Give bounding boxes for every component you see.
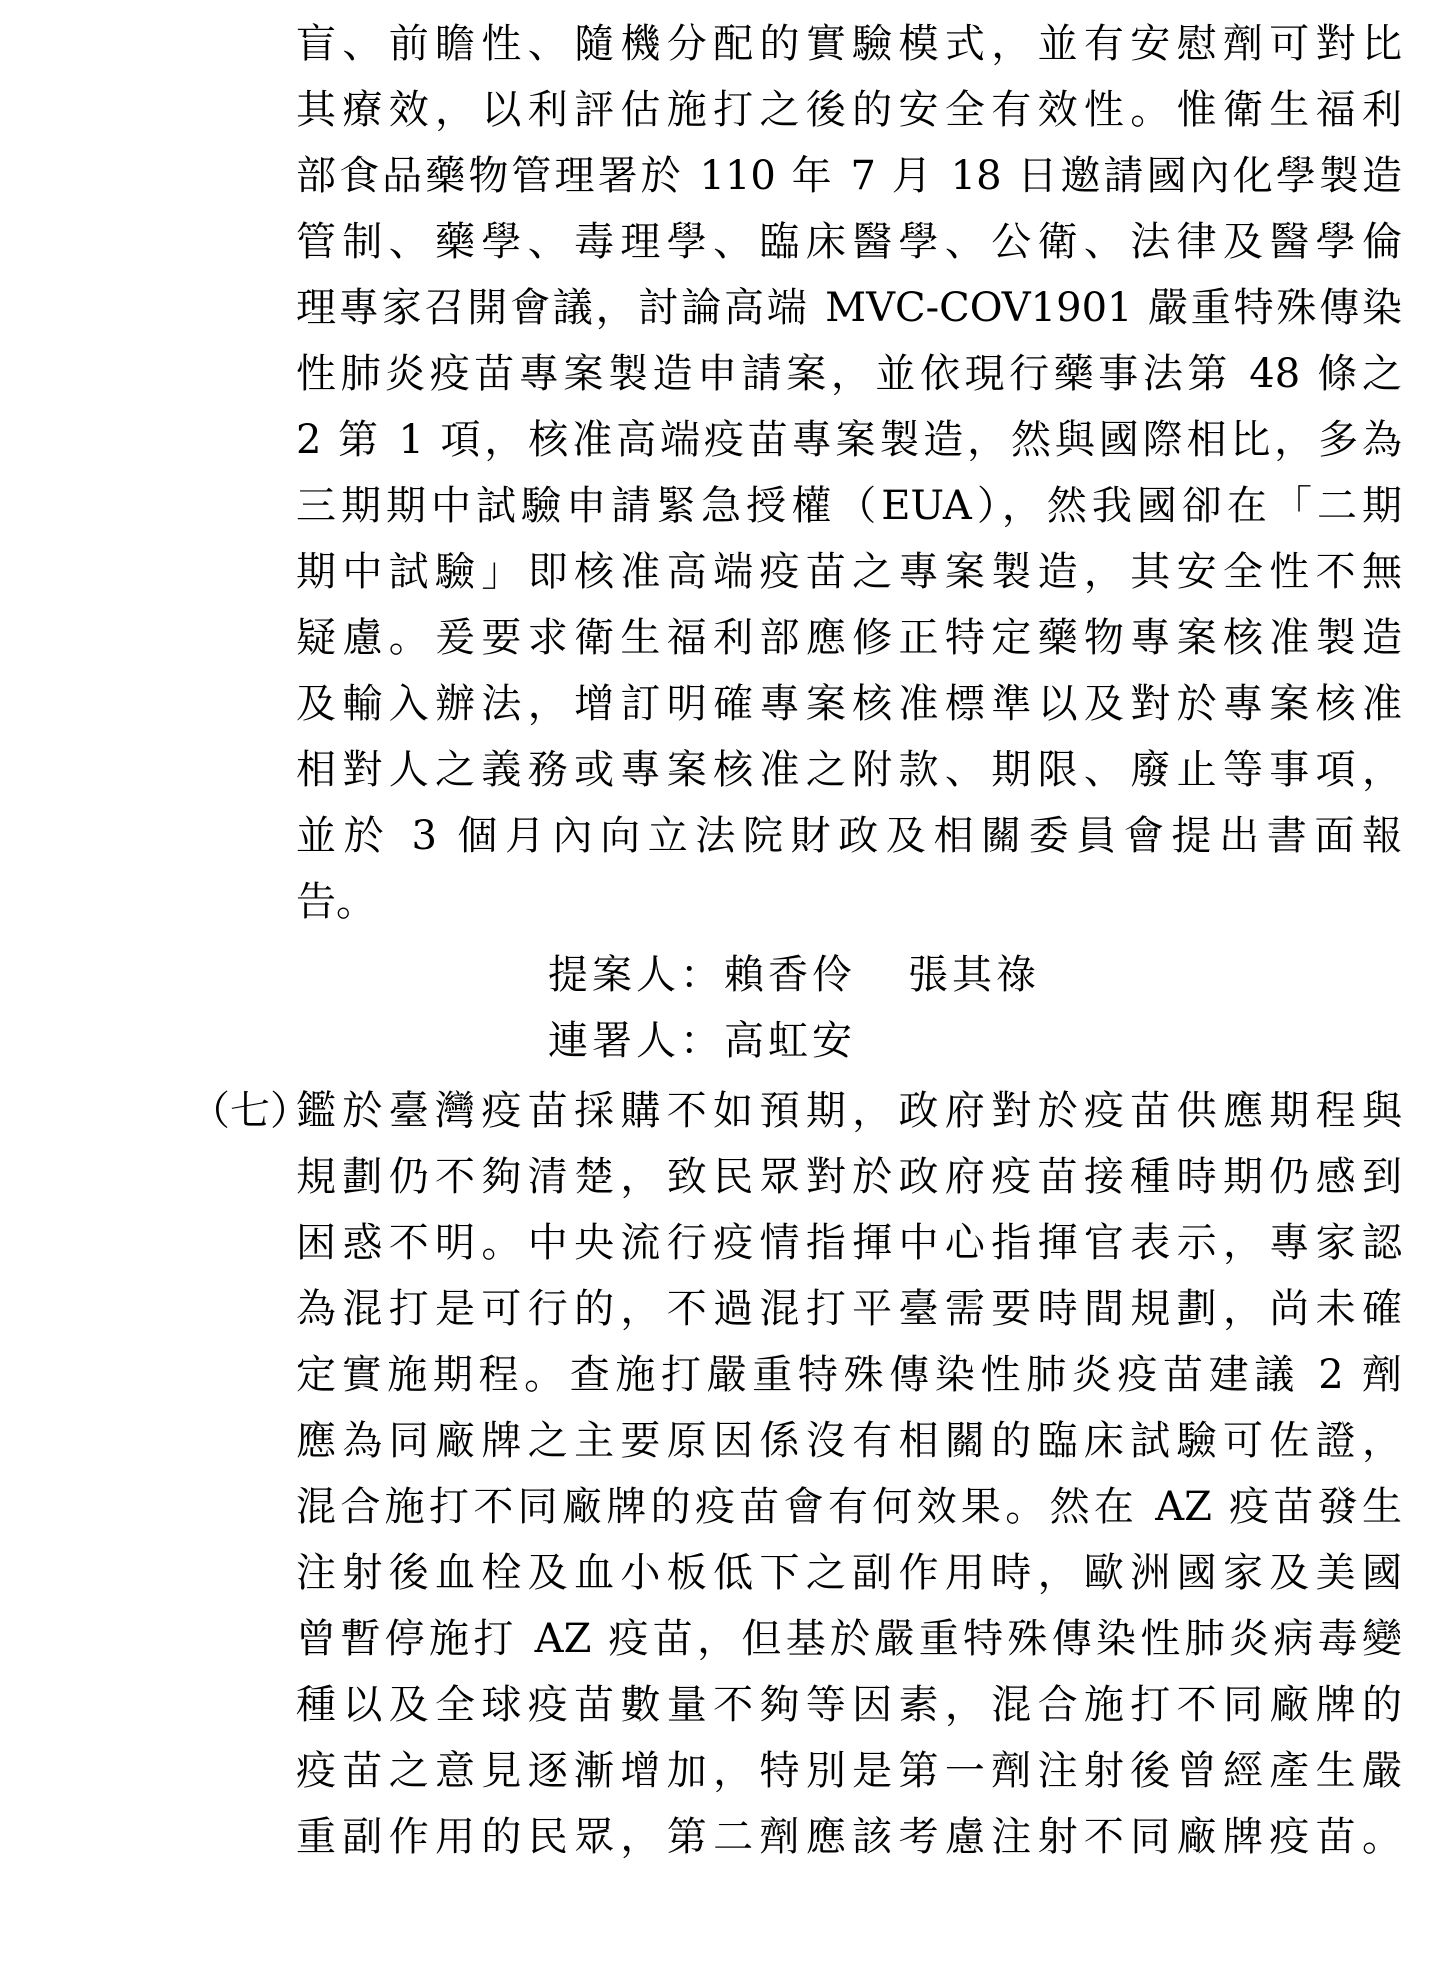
proposer-line bbox=[548, 944, 1040, 1006]
paragraph-line: 管制、藥學、毒理學、臨床醫學、公衛、法律及醫學倫 bbox=[296, 219, 1402, 265]
paragraph-line: 及輸入辦法，增訂明確專案核准標準以及對於專案核准 bbox=[296, 681, 1402, 727]
item-line: 規劃仍不夠清楚，致民眾對於政府疫苗接種時期仍感到 bbox=[296, 1154, 1402, 1200]
paragraph-line: 並於 3 個月內向立法院財政及相關委員會提出書面報 bbox=[296, 813, 1402, 859]
proposer-label: 提案人： bbox=[548, 952, 724, 998]
paragraph-line: 性肺炎疫苗專案製造申請案，並依現行藥事法第 48 條之 bbox=[296, 351, 1402, 397]
proposer-name: 賴香伶 bbox=[724, 952, 856, 998]
paragraph-line: 2 第 1 項，核准高端疫苗專案製造，然與國際相比，多為 bbox=[296, 417, 1402, 463]
item-line: 混合施打不同廠牌的疫苗會有何效果。然在 AZ 疫苗發生 bbox=[296, 1484, 1402, 1530]
paragraph-line: 盲、前瞻性、隨機分配的實驗模式，並有安慰劑可對比 bbox=[296, 21, 1402, 67]
paragraph-line: 相對人之義務或專案核准之附款、期限、廢止等事項， bbox=[296, 747, 1402, 793]
paragraph-line: 期中試驗」即核准高端疫苗之專案製造，其安全性不無 bbox=[296, 549, 1402, 595]
paragraph-line: 部食品藥物管理署於 110 年 7 月 18 日邀請國內化學製造 bbox=[296, 153, 1402, 199]
paragraph-line: 三期期中試驗申請緊急授權（EUA），然我國卻在「二期 bbox=[296, 483, 1402, 529]
item-line: 曾暫停施打 AZ 疫苗，但基於嚴重特殊傳染性肺炎病毒變 bbox=[296, 1616, 1402, 1662]
paragraph-line: 疑慮。爰要求衛生福利部應修正特定藥物專案核准製造 bbox=[296, 615, 1402, 661]
cosigner-line bbox=[548, 1010, 856, 1072]
item-line: 種以及全球疫苗數量不夠等因素，混合施打不同廠牌的 bbox=[296, 1682, 1402, 1728]
item-line: 注射後血栓及血小板低下之副作用時，歐洲國家及美國 bbox=[296, 1550, 1402, 1596]
paragraph-line: 理專家召開會議，討論高端 MVC-COV1901 嚴重特殊傳染 bbox=[296, 285, 1402, 331]
item-line: 困惑不明。中央流行疫情指揮中心指揮官表示，專家認 bbox=[296, 1220, 1402, 1266]
paragraph-line: 其療效，以利評估施打之後的安全有效性。惟衛生福利 bbox=[296, 87, 1402, 133]
item-number: （七） bbox=[190, 1088, 310, 1134]
paragraph-line: 告。 bbox=[296, 879, 376, 925]
item-line: 疫苗之意見逐漸增加，特別是第一劑注射後曾經產生嚴 bbox=[296, 1748, 1402, 1794]
item-line: 定實施期程。查施打嚴重特殊傳染性肺炎疫苗建議 2 劑 bbox=[296, 1352, 1402, 1398]
cosigner-label: 連署人： bbox=[548, 1018, 724, 1064]
item-line: 重副作用的民眾，第二劑應該考慮注射不同廠牌疫苗。 bbox=[296, 1814, 1402, 1860]
proposer-name: 張其祿 bbox=[908, 952, 1040, 998]
item-line: 鑑於臺灣疫苗採購不如預期，政府對於疫苗供應期程與 bbox=[296, 1088, 1402, 1134]
item-line: 應為同廠牌之主要原因係沒有相關的臨床試驗可佐證， bbox=[296, 1418, 1402, 1464]
item-line: 為混打是可行的，不過混打平臺需要時間規劃，尚未確 bbox=[296, 1286, 1402, 1332]
cosigner-name: 高虹安 bbox=[724, 1018, 856, 1064]
